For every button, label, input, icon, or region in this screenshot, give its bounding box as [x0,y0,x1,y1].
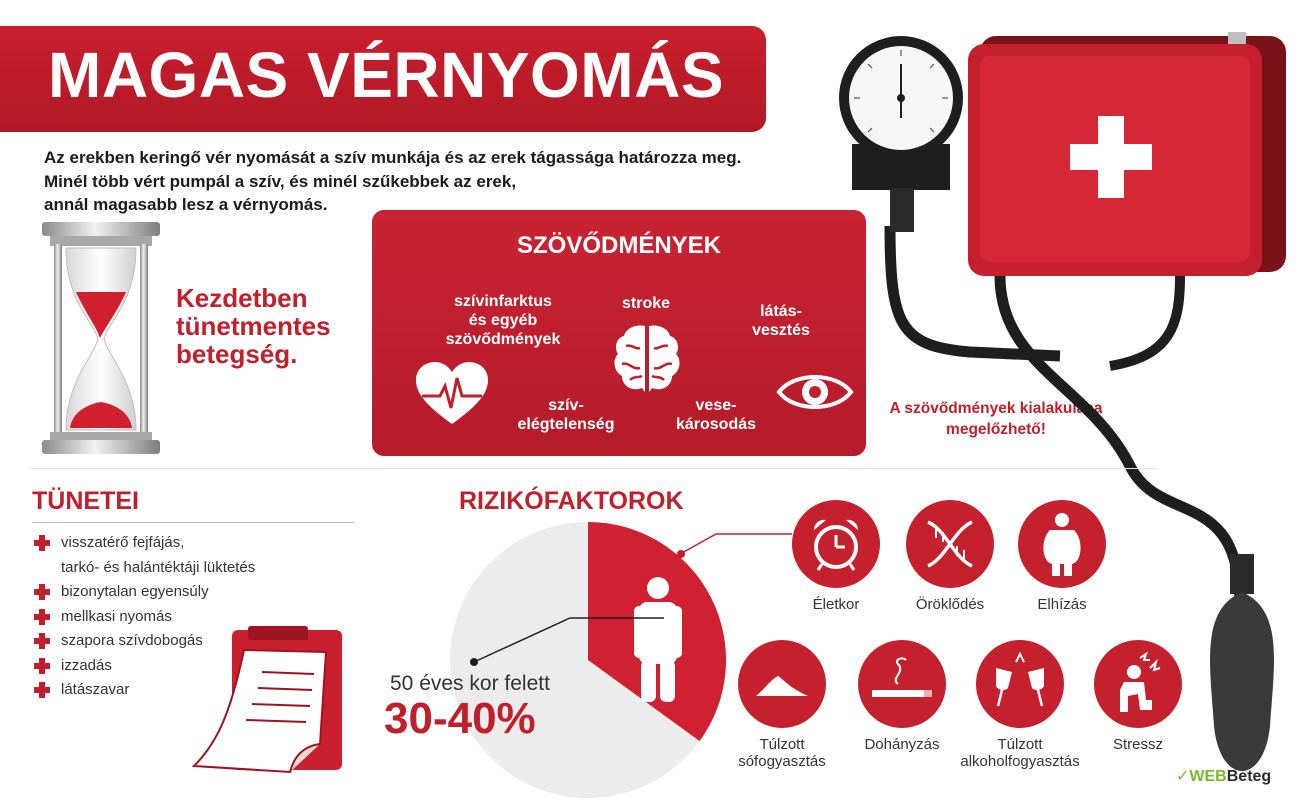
symptom-text: visszatérő fejfájás, [61,534,185,551]
salt-pile-icon [738,640,826,728]
note-line: megelőzhető! [946,421,1046,438]
webbeteg-logo[interactable] [1176,766,1271,786]
risk-age-label: Életkor [812,596,860,613]
red-cross-icon [34,658,50,674]
caption-line: Kezdetben [176,283,308,313]
label-line: szív- [548,397,584,414]
complication-stroke-label: stroke [621,295,671,312]
note-line: A szövődmények kialakulása [889,400,1103,417]
check-icon: ✓ [1176,768,1190,785]
label-line: szívinfarktus [454,293,552,310]
caption-line: betegség. [176,339,298,369]
caption-line: tünetmentes [176,311,331,341]
intro-line: Az erekben keringő vér nyomását a szív munkája és az erek tágassága határozza meg. [44,148,742,167]
hourglass-icon [36,222,166,456]
obesity-icon [1018,500,1106,588]
age-pie-chart [438,520,728,800]
risk-obesity-label: Elhízás [1037,596,1087,613]
stress-icon [1094,640,1182,728]
label-line: Túlzott [997,736,1043,753]
red-cross-icon [34,633,50,649]
symptoms-title: TÜNETEI [32,487,139,515]
page-title: MAGAS VÉRNYOMÁS [48,39,724,111]
cigarette-icon [858,640,946,728]
risk-connector [676,530,796,560]
red-cross-icon [34,535,50,551]
age-percentage: 30-40% [384,694,536,743]
label-line: vesztés [752,322,810,339]
complication-vision-label [726,302,836,340]
risk-heredity-label: Öröklődés [915,596,985,613]
red-cross-icon [34,682,50,698]
logo-name: Beteg [1226,768,1272,785]
pointer-dot [470,658,478,666]
risk-salt-label [722,736,842,770]
label-line: elégtelenség [517,416,615,433]
symptom-text: látászavar [61,681,130,698]
symptom-text: szapora szívdobogás [61,632,203,649]
dna-icon [906,500,994,588]
risk-factors-title: RIZIKÓFAKTOROK [459,487,684,515]
symptom-text: tarkó- és halántéktáji lüktetés [61,558,256,576]
complication-kidney-label [656,396,776,434]
intro-line: Minél több vért pumpál a szív, és minél szűkebbek az erek, [44,171,517,191]
label-line: látás- [760,303,802,320]
intro-line: annál magasabb lesz a vérnyomás. [44,195,328,214]
risk-smoking-label: Dohányzás [864,736,940,753]
label-line: szövődmények [445,331,561,348]
red-cross-icon [34,584,50,600]
red-cross-icon [34,609,50,625]
clipboard-icon [186,626,346,776]
label-line: Túlzott [759,736,805,753]
label-line: károsodás [675,416,757,433]
risk-stress-label: Stressz [1112,736,1163,753]
complications-title: SZÖVŐDMÉNYEK [516,232,722,259]
wine-glasses-icon [976,640,1064,728]
symptom-text: mellkasi nyomás [61,607,172,625]
label-line: és egyéb [468,312,538,329]
alarm-clock-icon [792,500,880,588]
brain-icon [612,322,682,396]
risk-alcohol-label [950,736,1090,770]
label-line: vese- [695,397,737,414]
hourglass-caption [176,284,331,368]
complication-heart-failure-label [496,396,636,434]
logo-web: WEB [1189,768,1227,785]
symptom-text: izzadás [61,656,112,674]
symptom-text: bizonytalan egyensúly [61,583,209,600]
complication-infarct-label [428,292,578,349]
intro-text [44,146,741,217]
label-line: sófogyasztás [738,753,826,770]
label-line: alkoholfogyasztás [960,753,1080,770]
section-divider [30,468,1156,469]
symptoms-rule [32,522,354,523]
heart-icon [414,360,490,428]
age-label: 50 éves kor felett [390,672,550,695]
